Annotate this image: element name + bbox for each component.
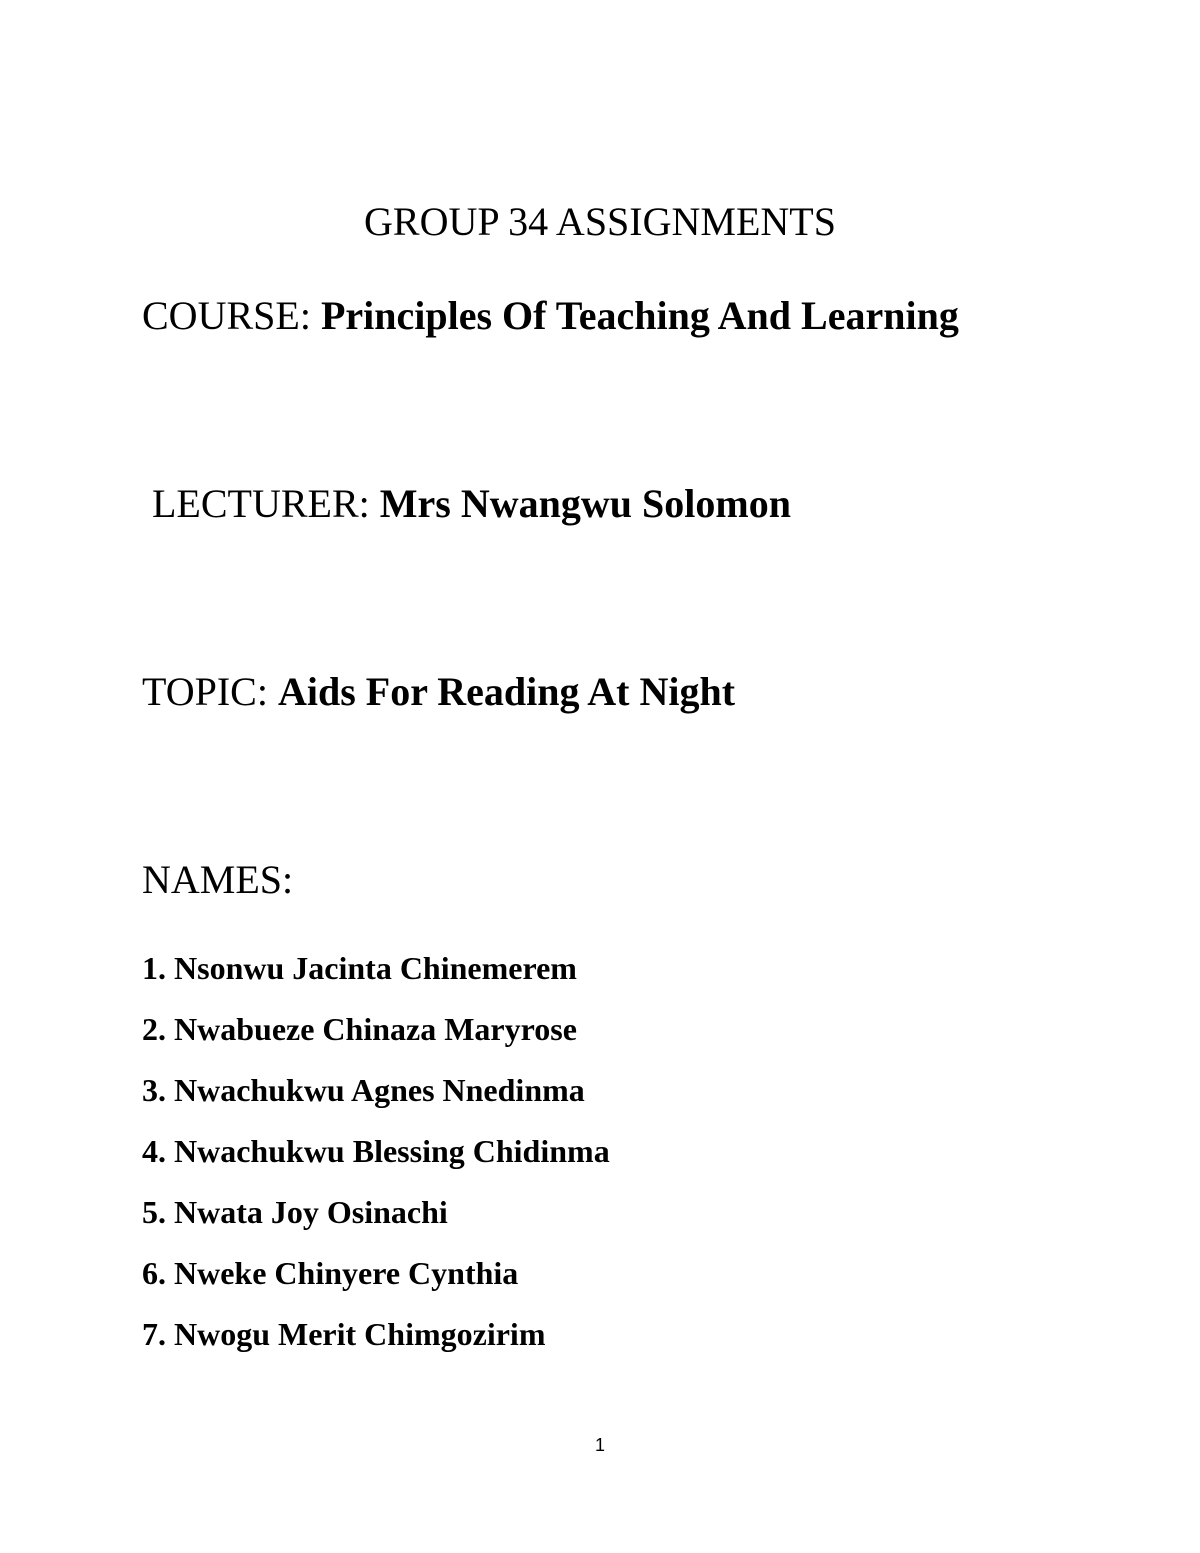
- course-label: COURSE:: [142, 293, 321, 338]
- page-number: 1: [594, 1435, 605, 1455]
- name-item: 3. Nwachukwu Agnes Nnedinma: [142, 1072, 585, 1108]
- names-list: [142, 948, 610, 1375]
- topic-value: Aids For Reading At Night: [277, 669, 736, 714]
- lecturer-label: LECTURER:: [152, 481, 380, 526]
- names-heading: NAMES:: [142, 857, 294, 902]
- name-item: 4. Nwachukwu Blessing Chidinma: [142, 1133, 610, 1169]
- course-value: Principles Of Teaching And Learning: [320, 293, 959, 338]
- topic-label: TOPIC:: [142, 669, 278, 714]
- topic-line: [142, 668, 735, 716]
- lecturer-line: [152, 480, 791, 528]
- name-item: 5. Nwata Joy Osinachi: [142, 1194, 448, 1230]
- document-title: GROUP 34 ASSIGNMENTS: [364, 199, 836, 244]
- name-item: 1. Nsonwu Jacinta Chinemerem: [142, 950, 577, 986]
- name-item: 6. Nweke Chinyere Cynthia: [142, 1255, 519, 1291]
- name-item: 2. Nwabueze Chinaza Maryrose: [142, 1011, 577, 1047]
- lecturer-value: Mrs Nwangwu Solomon: [379, 481, 791, 526]
- name-item: 7. Nwogu Merit Chimgozirim: [142, 1316, 546, 1352]
- course-line: [142, 292, 959, 340]
